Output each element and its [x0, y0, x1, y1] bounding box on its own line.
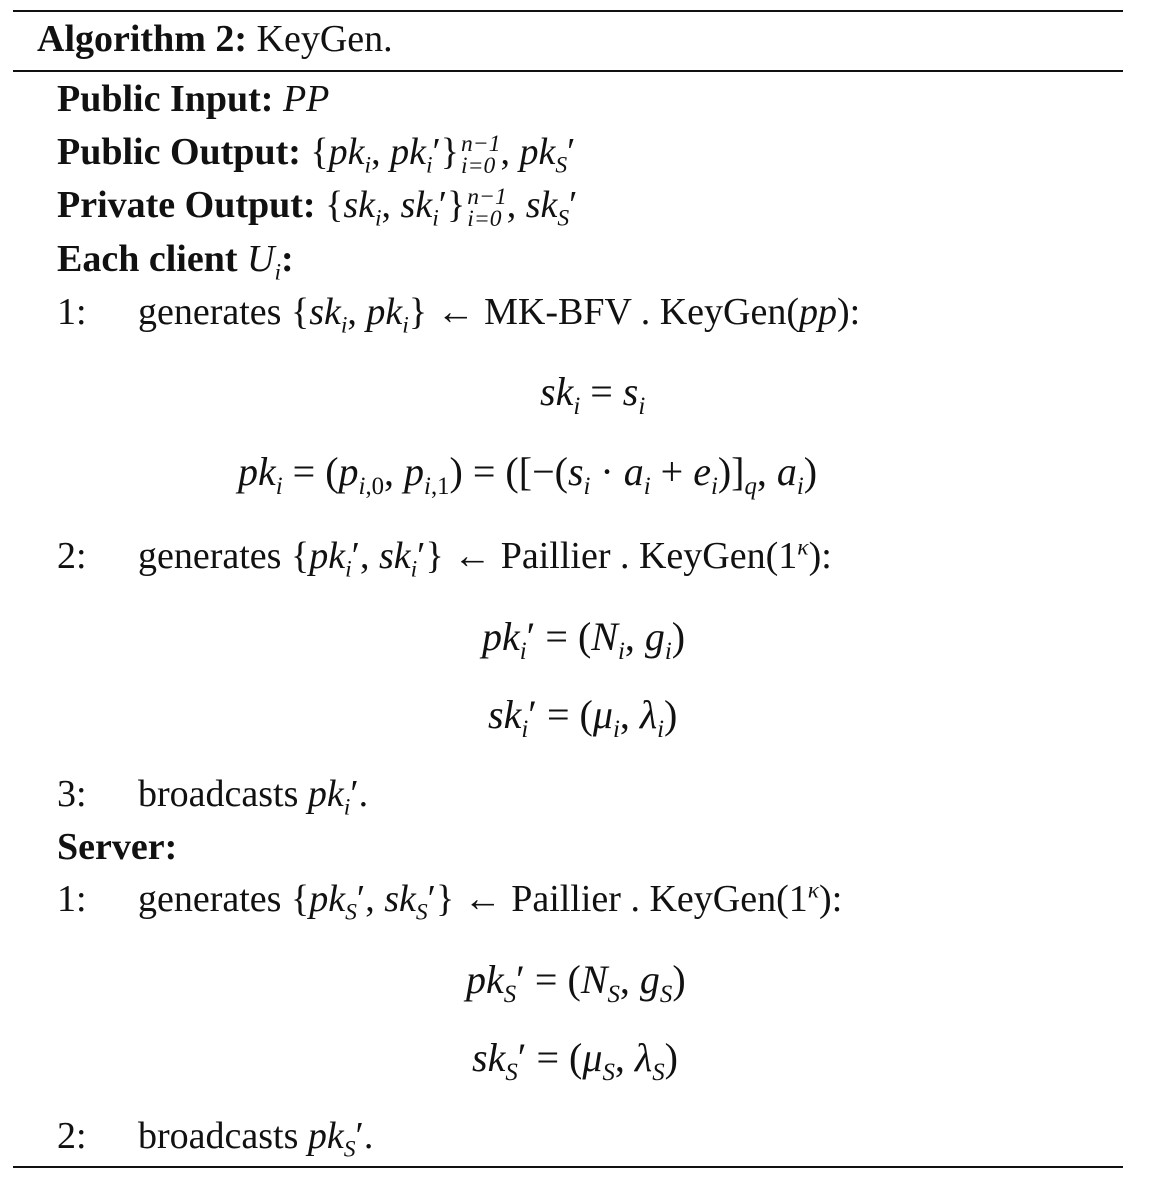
eq-sk-i: $sk_i = s_i$: [540, 369, 646, 420]
kappa-base: 1: [778, 535, 798, 577]
client-step-2-verb: generates: [138, 535, 282, 577]
server-step-1-num: 1:: [57, 878, 87, 920]
client-step-3-verb: broadcasts: [138, 773, 299, 815]
each-client-line: Each client $U_i$:: [57, 238, 294, 286]
client-step-1: generates {$sk_i$, $pk_i$} ← MK-BFV . KeyGen(pp):: [138, 291, 861, 339]
client-step-3-num: 3:: [57, 773, 87, 815]
client-step-1-fn: KeyGen: [659, 291, 787, 333]
private-output-label: Private Output:: [57, 184, 316, 227]
title-rule: [13, 70, 1123, 72]
range-sub: i=0: [461, 153, 496, 180]
private-output-line: [57, 186, 577, 231]
server-step-1-verb: generates: [138, 878, 282, 920]
server-step-2-verb: broadcasts: [138, 1115, 299, 1157]
client-step-2-num: 2:: [57, 535, 87, 577]
client-step-2: generates {$pk_i'$, $sk_i'$} ← Paillier . $KeyGen(1^\kappa)$:: [138, 534, 832, 583]
client-step-2-scheme: Paillier: [500, 535, 611, 577]
bottom-rule: [13, 1166, 1123, 1168]
eq-pk-i-prime: $pk_i' = (N_i$, $g_i$): [482, 614, 686, 665]
eq-pk-i: $pk_i = (p_{i,0}$, $p_{i,1}) = ([-(s_i \cdot a_i + e_i)]_q$, $a_i$): [238, 449, 818, 500]
kappa-2: κ: [807, 877, 820, 904]
private-output-value: {$sk_i$, $sk_i'$} n−1 i=0 , $sk_S'$: [325, 184, 578, 233]
public-output-label: Public Output:: [57, 131, 301, 174]
range-sup-2: n−1: [467, 184, 507, 210]
public-input-line: [57, 80, 329, 118]
client-step-1-verb: generates: [138, 291, 282, 333]
server-step-1-scheme: Paillier: [511, 878, 621, 920]
range-sub-2: i=0: [467, 206, 502, 233]
client-step-1-scheme: MK-BFV: [484, 291, 632, 333]
eq-sk-i-prime: $sk_i' = (\mu_i$, $\lambda_i$): [488, 692, 678, 743]
each-client-label: Each client: [57, 238, 238, 280]
algorithm-title: [37, 20, 393, 58]
eq-pk-s-prime: $pk_S' = (N_S$, $g_S$): [466, 957, 686, 1008]
kappa-base-2: 1: [788, 878, 808, 920]
client-var: U: [246, 238, 275, 280]
client-step-1-num: 1:: [57, 291, 87, 333]
server-step-2-num: 2:: [57, 1115, 87, 1157]
algorithm-name: KeyGen.: [256, 18, 393, 60]
eq-sk-s-prime: $sk_S' = (\mu_S$, $\lambda_S$): [472, 1035, 678, 1086]
server-step-2: broadcasts $pk_S'$.: [138, 1115, 374, 1163]
client-step-3: broadcasts $pk_i'$.: [138, 773, 369, 821]
top-rule: [13, 10, 1123, 12]
public-output-value: {$pk_i$, $pk_i'$} n−1 i=0 , $pk_S'$: [310, 131, 576, 180]
pp-param: pp: [799, 291, 837, 333]
public-input-value: PP: [282, 78, 330, 120]
client-step-2-fn: KeyGen: [638, 535, 766, 577]
range-sup: n−1: [461, 131, 501, 157]
server-step-1-fn: KeyGen: [649, 878, 777, 920]
server-label: Server:: [57, 826, 178, 868]
kappa: κ: [797, 534, 809, 561]
server-step-1: generates {$pk_S'$, $sk_S'$} ← Paillier . $KeyGen(1^\kappa)$:: [138, 877, 843, 926]
algorithm-label: Algorithm 2:: [37, 18, 248, 60]
public-output-line: [57, 133, 575, 178]
public-input-label: Public Input:: [57, 78, 274, 120]
